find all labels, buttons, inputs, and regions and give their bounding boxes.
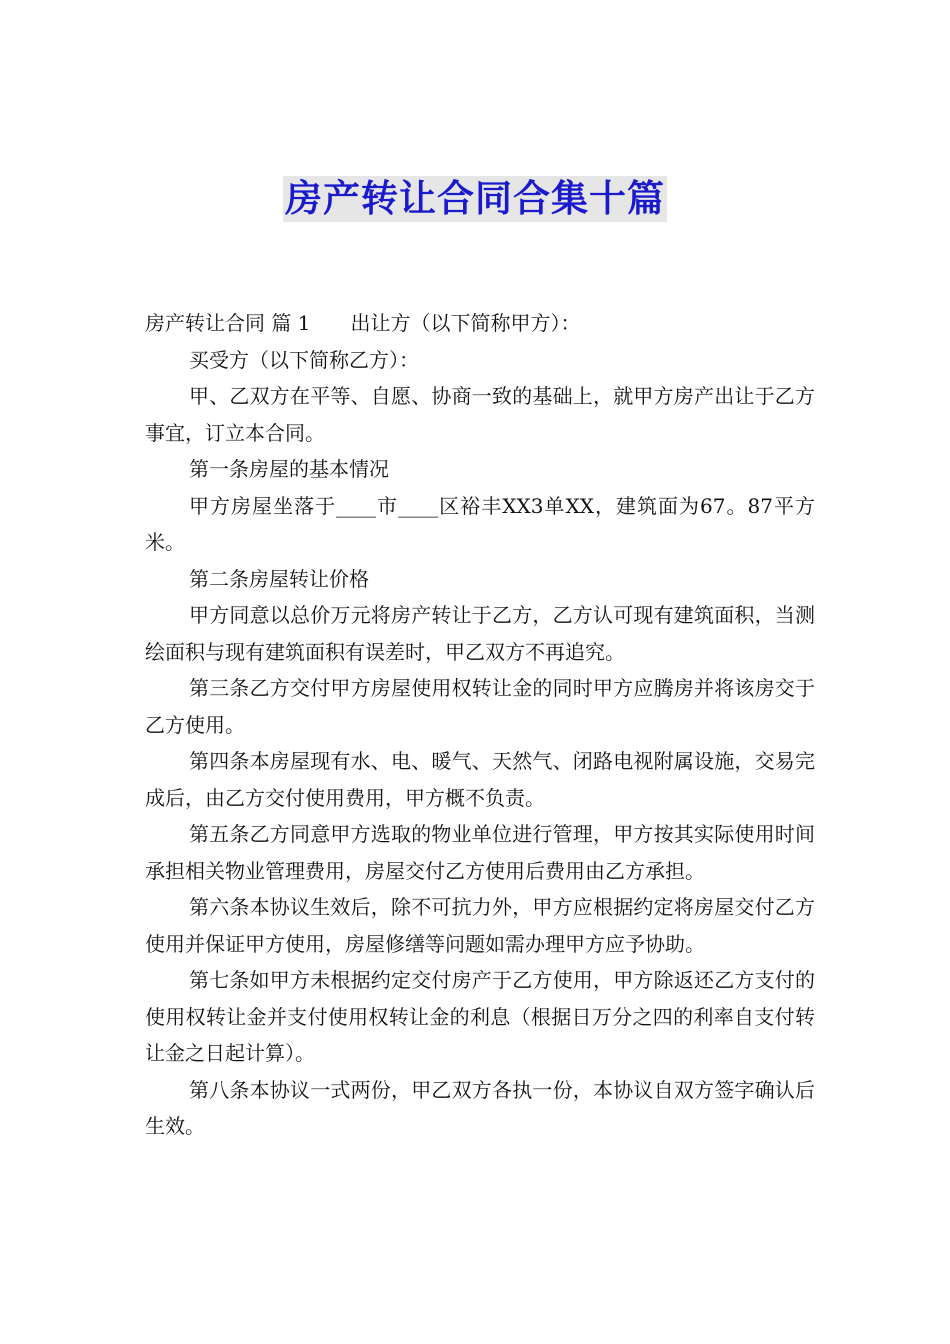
document-title: 房产转让合同合集十篇: [285, 177, 665, 220]
paragraph-buyer: 买受方（以下简称乙方）：: [189, 347, 419, 372]
paragraph-article-2-title: 第二条房屋转让价格: [189, 566, 369, 591]
section-heading-line: [145, 305, 815, 342]
paragraph-article-1-title: 第一条房屋的基本情况: [189, 457, 389, 481]
paragraph-preamble: 甲、乙双方在平等、自愿、协商一致的基础上，就甲方房产出让于乙方事宜，订立本合同。: [145, 384, 815, 445]
paragraph-article-5: 第五条乙方同意甲方选取的物业单位进行管理，甲方按其实际使用时间承担相关物业管理费用，房屋交付乙方使用后费用由乙方承担。: [145, 822, 815, 883]
seller-line: 出让方（以下简称甲方）：: [350, 311, 581, 335]
paragraph-article-3: 第三条乙方交付甲方房屋使用权转让金的同时甲方应腾房并将该房交于乙方使用。: [145, 676, 815, 737]
paragraph-article-1-body: 甲方房屋坐落于____市____区裕丰XX3单XX，建筑面为67。87平方米。: [145, 493, 815, 554]
paragraph-article-7: 第七条如甲方未根据约定交付房产于乙方使用，甲方除返还乙方支付的使用权转让金并支付使用权转让金的利息（根据日万分之四的利率自支付转让金之日起计算）。: [145, 968, 815, 1065]
paragraph-article-4: 第四条本房屋现有水、电、暖气、天然气、闭路电视附属设施，交易完成后，由乙方交付使用费用，甲方概不负责。: [145, 749, 815, 810]
paragraph-article-2-body: 甲方同意以总价万元将房产转让于乙方，乙方认可现有建筑面积，当测绘面积与现有建筑面积有误差时，甲乙双方不再追究。: [145, 603, 815, 664]
paragraph-article-6: 第六条本协议生效后，除不可抗力外，甲方应根据约定将房屋交付乙方使用并保证甲方使用，房屋修缮等问题如需办理甲方应予协助。: [145, 895, 815, 956]
document-body: [145, 305, 815, 1145]
section-label: 房产转让合同 篇 1: [145, 311, 311, 335]
title-container: [0, 176, 950, 222]
paragraph-article-8: 第八条本协议一式两份，甲乙双方各执一份，本协议自双方签字确认后生效。: [145, 1077, 815, 1138]
